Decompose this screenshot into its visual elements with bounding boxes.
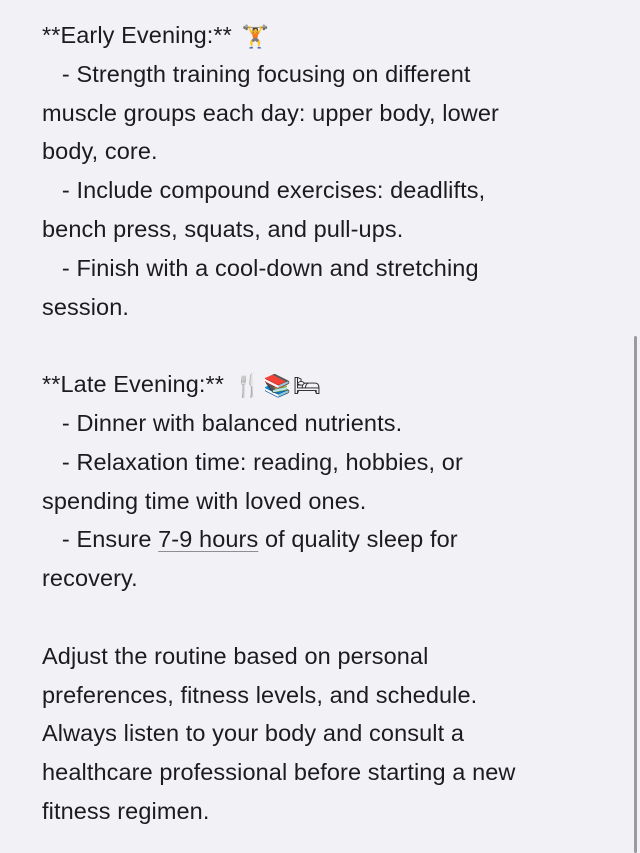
closing-line: Adjust the routine based on personal — [42, 642, 429, 669]
bullet-line: - Finish with a cool-down and stretching — [42, 254, 479, 281]
paragraph-gap — [42, 326, 602, 365]
late-evening-heading — [42, 365, 602, 404]
heading-text: **Early Evening:** — [42, 22, 232, 48]
bullet-text: - Ensure — [42, 526, 159, 553]
bullet-line: session. — [42, 293, 130, 320]
paragraph-gap — [42, 598, 602, 637]
bullet-line: - Include compound exercises: deadlifts, — [42, 177, 486, 204]
books-icon: 📚 — [263, 374, 292, 400]
bullet-line: body, core. — [42, 138, 158, 165]
closing-line: Always listen to your body and consult a — [42, 720, 465, 747]
sleep-hours-link[interactable]: 7-9 hours — [158, 526, 259, 553]
note-body[interactable] — [42, 16, 602, 831]
vertical-scrollbar[interactable] — [634, 336, 637, 853]
bullet-line: - Relaxation time: reading, hobbies, or — [42, 448, 463, 475]
closing-line: preferences, fitness levels, and schedule. — [42, 681, 478, 708]
sleep-bullet-line — [42, 520, 602, 559]
heading-text: **Late Evening:** — [42, 371, 225, 398]
bullet-line: spending time with loved ones. — [42, 487, 367, 514]
bullet-line: recovery. — [42, 565, 138, 592]
fork-knife-icon: 🍴 — [234, 374, 262, 400]
bullet-line: - Dinner with balanced nutrients. — [42, 409, 403, 436]
bullet-line: bench press, squats, and pull-ups. — [42, 215, 404, 242]
closing-line: healthcare professional before starting a new — [42, 759, 516, 786]
weightlifter-icon: 🏋 — [241, 25, 270, 50]
bullet-line: muscle groups each day: upper body, lower — [42, 99, 499, 126]
bullet-line: - Strength training focusing on different — [42, 60, 471, 87]
bed-icon: 🛏 — [293, 374, 322, 400]
early-evening-heading — [42, 16, 602, 55]
bullet-text: of quality sleep for — [258, 526, 458, 553]
closing-line: fitness regimen. — [42, 797, 210, 824]
